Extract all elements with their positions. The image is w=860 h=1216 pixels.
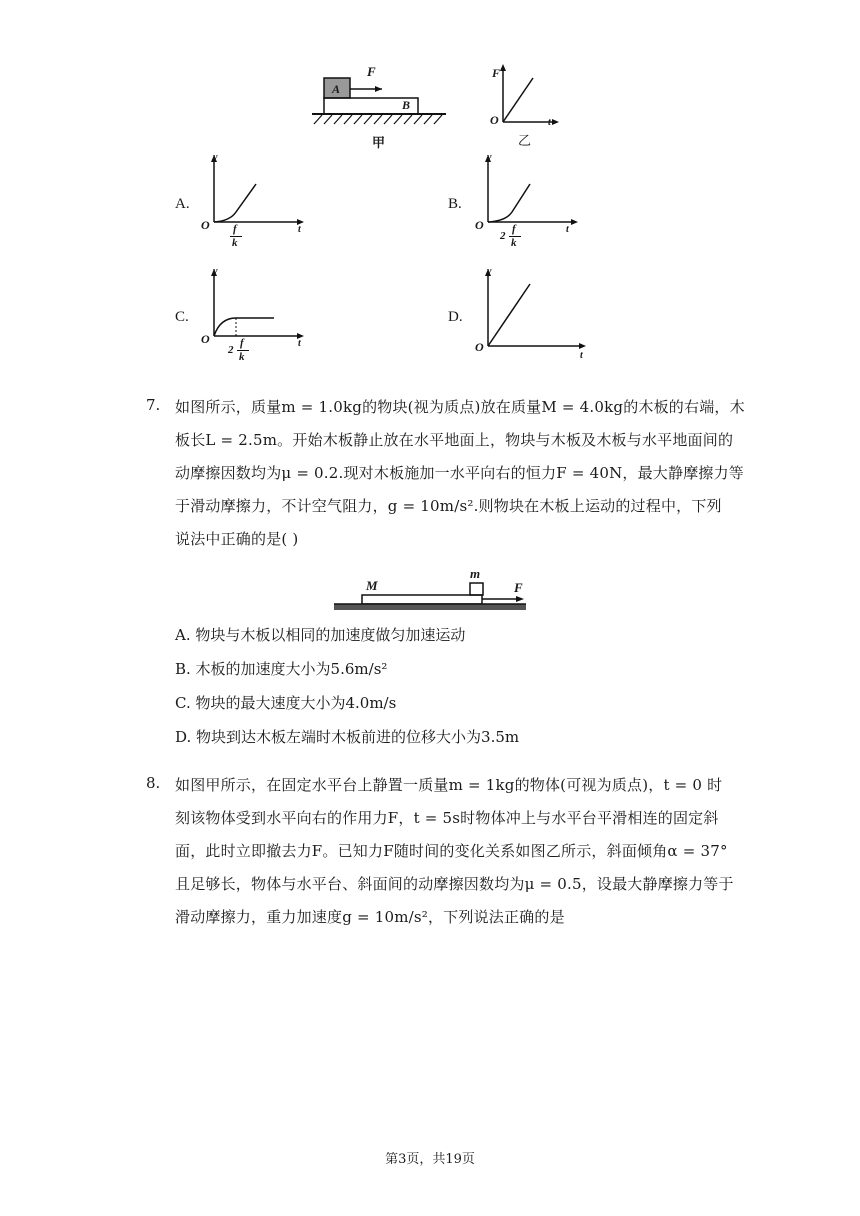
option-a-t-label: t [298,224,301,235]
option-a-tick-k: k [232,237,238,249]
page-footer: 第3页，共19页 [385,1152,475,1167]
option-c-tick-2: 2 [228,344,234,356]
option-d-v-label: v [487,266,492,277]
question-7-line-5: 说法中正确的是( ) [175,530,299,548]
board-label-B: B [402,98,411,112]
question-8-line-4: 且足够长，物体与水平台、斜面间的动摩擦因数均为μ = 0.5，设最大静摩擦力等于 [175,875,734,893]
option-c-v-label: v [213,266,218,277]
q7-figure-label-m: m [470,566,481,581]
block-label-A: A [332,82,341,96]
option-c-tick-f: f [240,337,244,349]
caption-yi: 乙 [518,134,532,149]
option-d-origin: O [475,340,484,354]
option-b-tick-f: f [512,223,516,235]
caption-jia: 甲 [372,136,386,151]
question-8-number: 8. [146,774,161,792]
force-label-F: F [367,64,376,79]
option-c-letter: C. [175,309,189,325]
question-8-line-2: 刻该物体受到水平向右的作用力F，t = 5s时物体冲上与水平台平滑相连的固定斜 [175,809,719,827]
option-b-v-label: v [487,152,492,163]
question-8-line-1: 如图甲所示，在固定水平台上静置一质量m = 1kg的物体(可视为质点)，t = 0 时 [175,776,723,794]
option-c-tick-k: k [239,351,245,363]
option-d-t-label: t [580,350,583,361]
question-7-figure [332,566,532,616]
option-c-graph [200,266,310,348]
question-7-choice-d: D. 物块到达木板左端时木板前进的位移大小为3.5m [175,728,520,746]
question-7-choice-b: B. 木板的加速度大小为5.6m/s² [175,660,388,678]
question-7-number: 7. [146,396,161,414]
question-7-line-1: 如图所示，质量m = 1.0kg的物块(视为质点)放在质量M = 4.0kg的木板的右端，木 [175,398,745,416]
question-8-line-3: 面，此时立即撤去力F。已知力F随时间的变化关系如图乙所示，斜面倾角α = 37° [175,842,728,860]
option-b-tick-k: k [511,237,517,249]
option-a-v-label: v [213,152,218,163]
option-b-origin: O [475,218,484,232]
option-d-graph [474,266,594,358]
option-a-graph [200,152,310,234]
option-b-tick-2: 2 [500,230,506,242]
option-a-origin: O [201,218,210,232]
option-c-origin: O [201,332,210,346]
option-b-graph [474,152,584,234]
question-7-line-2: 板长L = 2.5m。开始木板静止放在水平地面上，物块与木板及木板与水平地面间的 [175,431,734,449]
q7-figure-label-M: M [366,578,378,593]
option-a-letter: A. [175,196,190,212]
question-8-line-5: 滑动摩擦力，重力加速度g = 10m/s²，下列说法正确的是 [175,908,565,926]
question-7-line-3: 动摩擦因数均为μ = 0.2.现对木板施加一水平向右的恒力F = 40N，最大静摩擦力等 [175,464,745,482]
option-b-t-label: t [566,224,569,235]
graph-F-label: F [492,66,501,80]
option-b-letter: B. [448,196,462,212]
question-7-line-4: 于滑动摩擦力，不计空气阻力，g = 10m/s².则物块在木板上运动的过程中，下列 [175,497,722,515]
q7-figure-label-F: F [514,580,523,595]
option-c-t-label: t [298,338,301,349]
question-7-choice-c: C. 物块的最大速度大小为4.0m/s [175,694,397,712]
option-d-letter: D. [448,309,463,325]
question-7-choice-a: A. 物块与木板以相同的加速度做匀加速运动 [175,626,466,644]
option-a-tick-f: f [233,223,237,235]
graph-t-label: t [548,117,551,128]
graph-origin-label: O [490,113,499,127]
